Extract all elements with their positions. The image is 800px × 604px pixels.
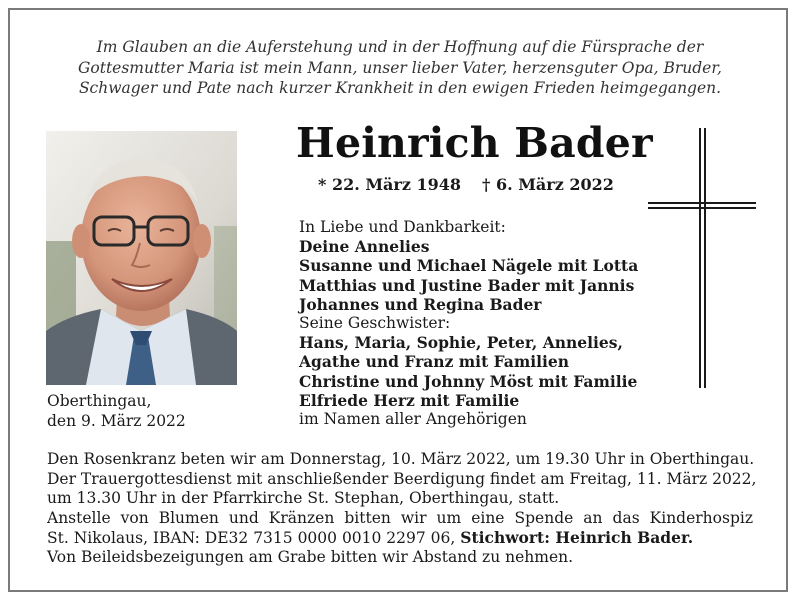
life-dates xyxy=(318,175,628,194)
mourners-closing: im Namen aller Angehörigen xyxy=(299,409,527,428)
donation-keyword: Stichwort: Heinrich Bader. xyxy=(460,528,694,547)
place-and-date xyxy=(47,391,186,431)
mourner-entry: Matthias und Justine Bader mit Jannis xyxy=(299,275,635,295)
mourners-intro: In Liebe und Dankbarkeit: xyxy=(299,218,506,236)
donation-info-line xyxy=(47,528,753,548)
sibling-entry: Hans, Maria, Sophie, Peter, Annelies, xyxy=(299,333,623,353)
faith-statement xyxy=(40,37,760,99)
date: den 9. März 2022 xyxy=(47,412,186,430)
deceased-name: Heinrich Bader xyxy=(296,119,653,167)
mourner-entry: Deine Annelies xyxy=(299,237,430,257)
sibling-entry: Christine und Johnny Möst mit Familie xyxy=(299,371,638,391)
rosary-info: Den Rosenkranz beten wir am Donnerstag, 10. März 2022, um 19.30 Uhr in Oberthingau. xyxy=(47,450,755,468)
service-info xyxy=(47,450,757,567)
mourner-entry: Susanne und Michael Nägele mit Lotta xyxy=(299,256,639,276)
condolence-note: Von Beileidsbezeigungen am Grabe bitten wir Abstand zu nehmen. xyxy=(47,547,574,566)
sibling-entry: Elfriede Herz mit Familie xyxy=(299,390,520,410)
funeral-info-line: um 13.30 Uhr in der Pfarrkirche St. Stephan, Oberthingau, statt. xyxy=(47,489,560,507)
cross-icon xyxy=(648,128,756,388)
portrait-photo xyxy=(46,131,237,385)
faith-statement-line: Gottesmutter Maria ist mein Mann, unser lieber Vater, herzensguter Opa, Bruder, xyxy=(78,58,722,77)
death-date: † 6. März 2022 xyxy=(482,175,614,194)
place: Oberthingau, xyxy=(47,392,152,410)
mourner-entry: Johannes und Regina Bader xyxy=(299,294,542,314)
sibling-entry: Agathe und Franz mit Familien xyxy=(299,352,570,372)
faith-statement-line: Im Glauben an die Auferstehung und in der Hoffnung auf die Fürsprache der xyxy=(96,38,704,56)
birth-date: * 22. März 1948 xyxy=(318,175,462,194)
siblings-label: Seine Geschwister: xyxy=(299,313,451,332)
funeral-info-line: Der Trauergottesdienst mit anschließender Beerdigung findet am Freitag, 11. März 2022, xyxy=(47,469,757,488)
faith-statement-line: Schwager und Pate nach kurzer Krankheit in den ewigen Frieden heimgegangen. xyxy=(78,79,722,97)
donation-info-line: Anstelle von Blumen und Kränzen bitten wir um eine Spende an das Kinderhospiz xyxy=(47,508,753,527)
donation-iban: St. Nikolaus, IBAN: DE32 7315 0000 0010 2297 06, xyxy=(47,529,461,547)
mourners-list xyxy=(299,218,638,429)
